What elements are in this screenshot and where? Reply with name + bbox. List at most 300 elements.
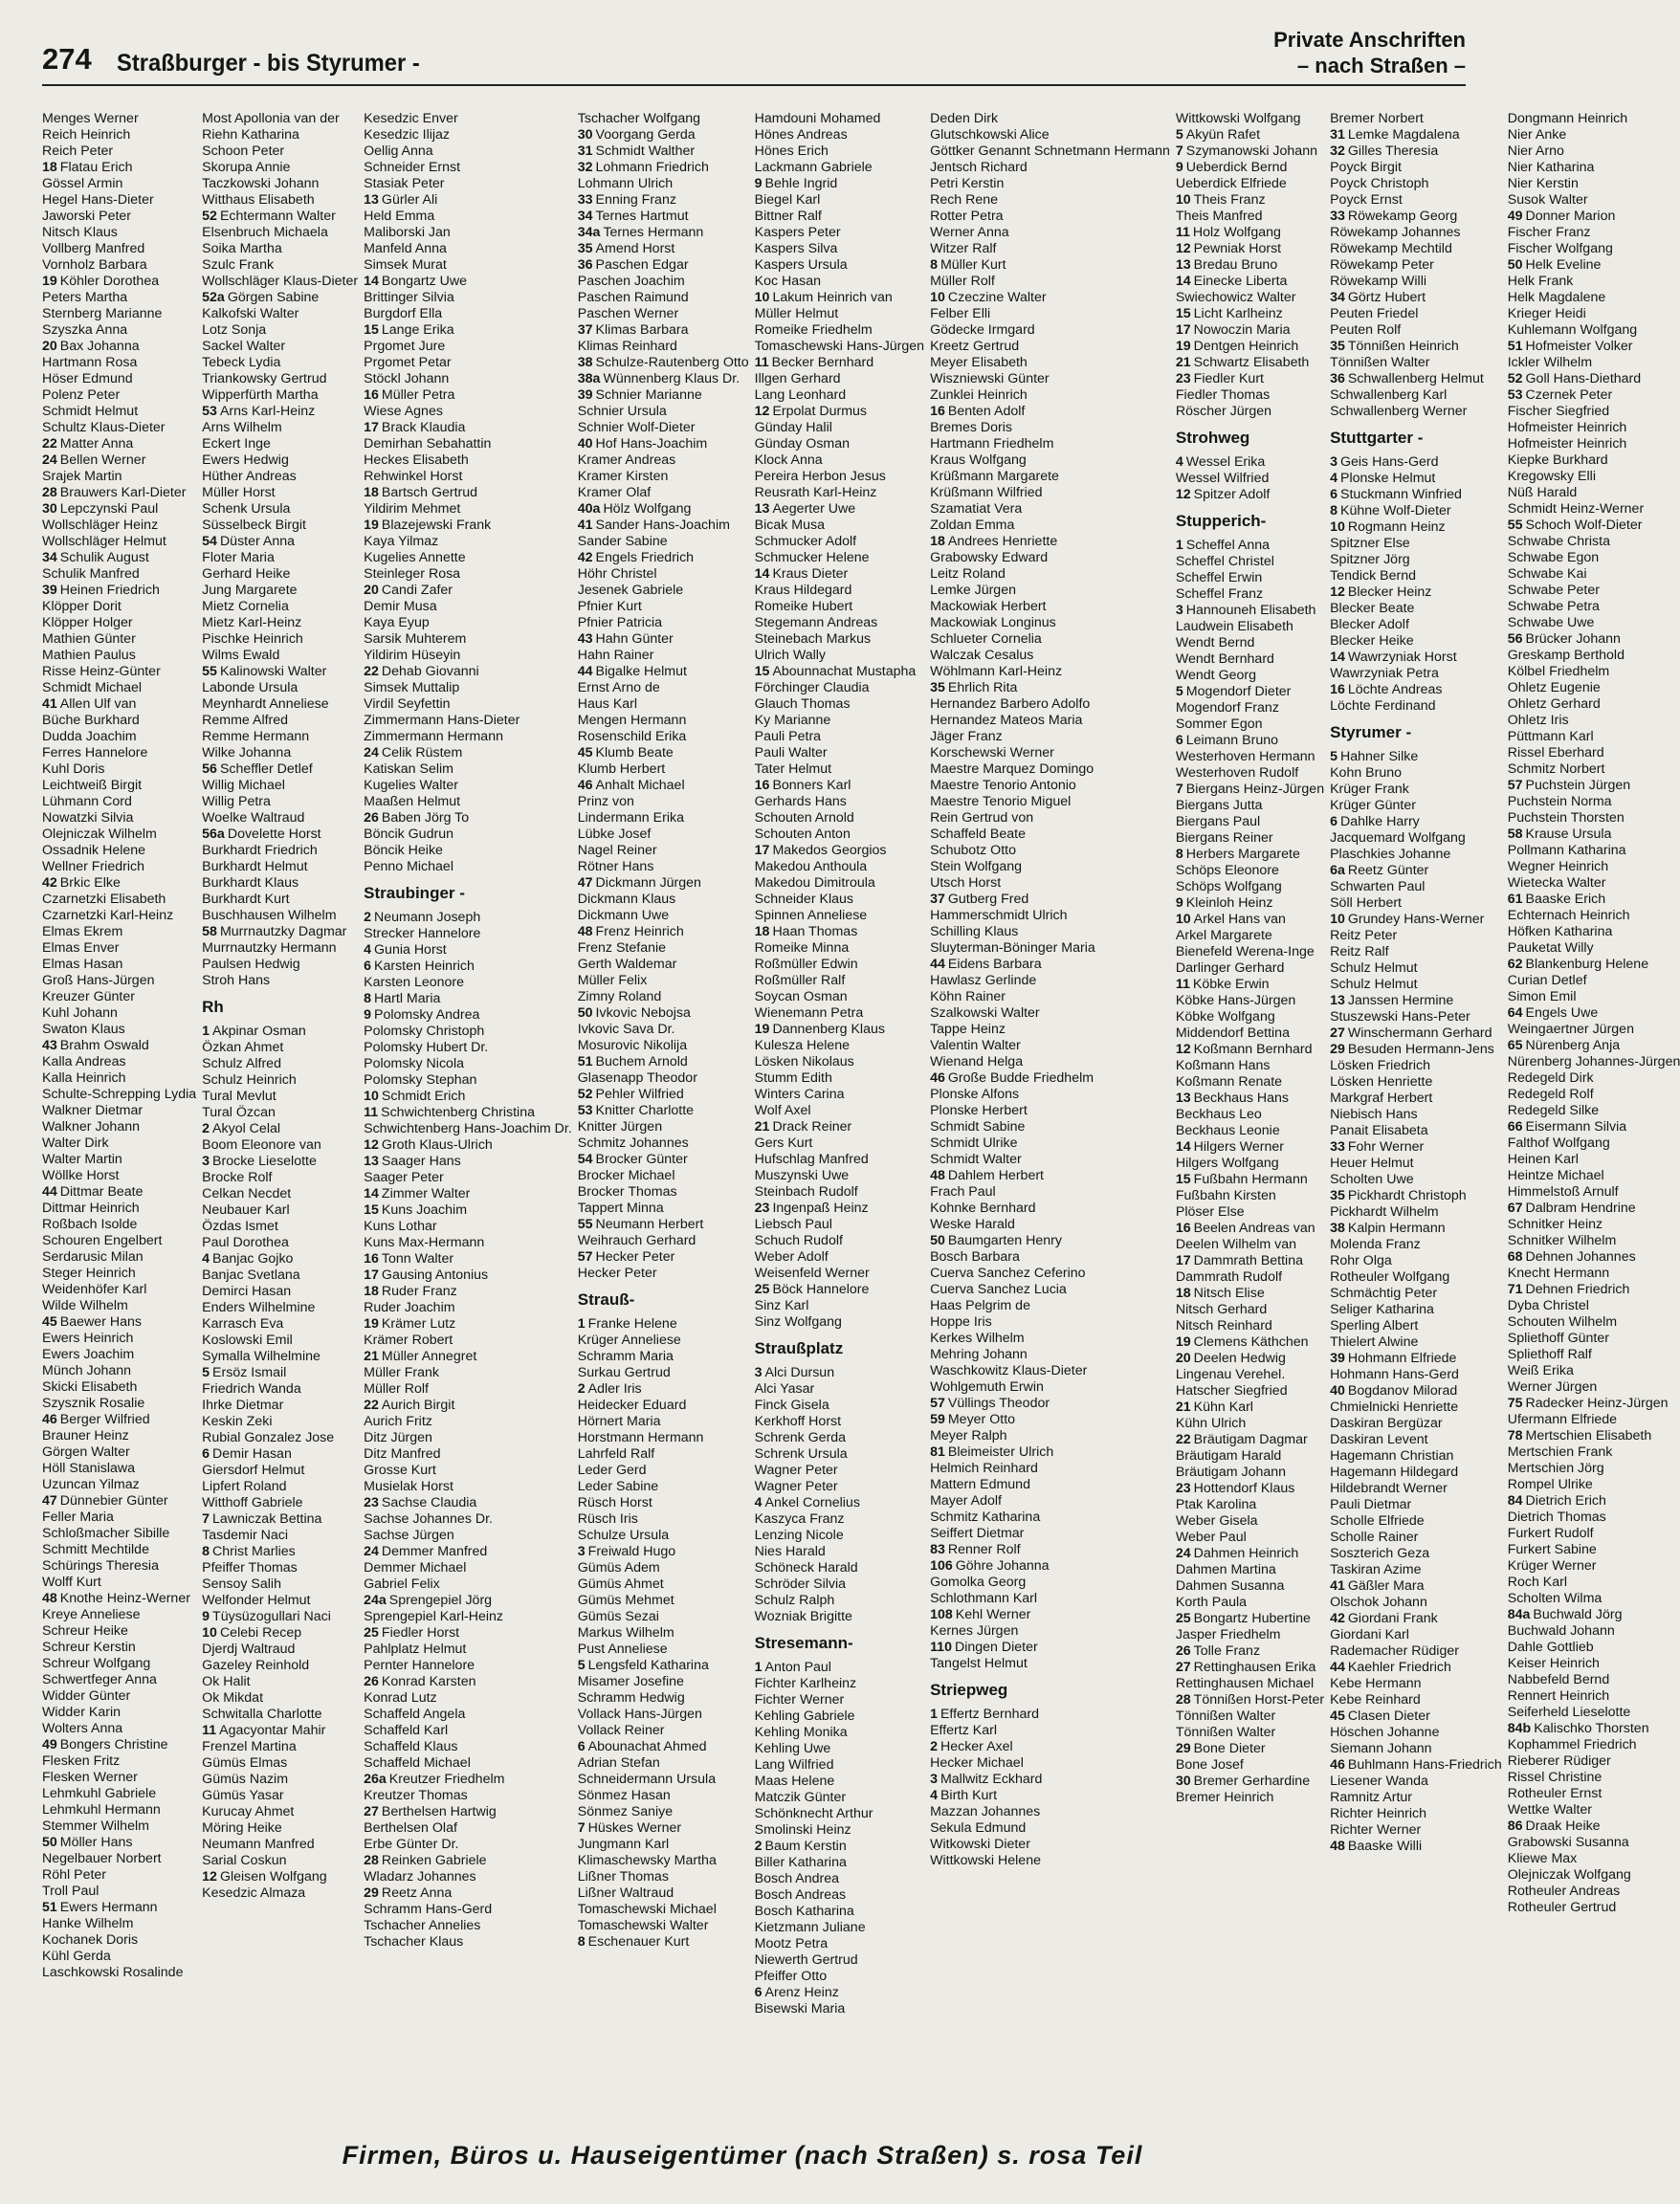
resident-name: Hofmeister Heinrich (1507, 436, 1627, 452)
directory-entry (1176, 355, 1324, 371)
directory-entry (1508, 696, 1680, 713)
directory-entry (364, 745, 572, 761)
resident-name: Demirci Hasan (202, 1284, 292, 1299)
resident-name: Wollschläger Heinz (42, 518, 159, 533)
directory-entry (364, 810, 572, 826)
house-number: 21 (1175, 355, 1191, 370)
directory-entry (1176, 1595, 1324, 1611)
directory-entry (42, 371, 196, 387)
resident-name: Kebe Hermann (1330, 1676, 1422, 1691)
directory-entry (42, 274, 196, 290)
house-number: 43 (42, 1038, 57, 1053)
resident-name: Brocke Lieselotte (212, 1154, 317, 1169)
house-number: 17 (364, 1267, 379, 1283)
resident-name: Katiskan Selim (364, 761, 453, 777)
resident-name: Stroh Hans (202, 973, 271, 988)
section-title-line1: Private Anschriften (1273, 28, 1466, 52)
directory-entry (364, 1365, 572, 1381)
house-number: 13 (1175, 1091, 1191, 1106)
house-number: 10 (1175, 912, 1191, 927)
house-number: 7 (1175, 782, 1183, 797)
directory-entry (930, 1707, 1170, 1723)
directory-entry (42, 1282, 196, 1298)
directory-entry (364, 387, 572, 404)
resident-name: Schulz Helmut (1330, 960, 1418, 976)
resident-name: Gers Kurt (754, 1135, 813, 1151)
directory-entry (1176, 241, 1324, 257)
resident-name: Floter Maria (202, 550, 275, 565)
resident-name: Röwekamp Willi (1330, 274, 1426, 289)
resident-name: Baumgarten Henry (947, 1233, 1062, 1248)
resident-name: Walczak Cesalus (930, 648, 1034, 663)
resident-name: Spliethoff Ralf (1507, 1347, 1592, 1362)
directory-entry (42, 1005, 196, 1022)
directory-entry (578, 940, 749, 957)
resident-name: Klimas Reinhard (577, 339, 677, 354)
house-number: 8 (1175, 847, 1183, 862)
directory-entry (42, 1851, 196, 1867)
directory-entry (1330, 1025, 1502, 1042)
directory-entry (1330, 1546, 1502, 1562)
resident-name: Özkan Ahmet (202, 1040, 284, 1055)
directory-entry (755, 680, 924, 696)
directory-entry (1508, 583, 1680, 599)
directory-entry (755, 1266, 924, 1282)
house-number: 52a (202, 290, 225, 305)
directory-entry (755, 1282, 924, 1298)
directory-entry (1330, 1725, 1502, 1741)
directory-entry (578, 1528, 749, 1544)
directory-entry (202, 1024, 358, 1040)
directory-entry (202, 745, 358, 761)
house-number: 6a (1330, 863, 1345, 878)
directory-entry (930, 615, 1170, 631)
resident-name: Lenzing Nicole (754, 1528, 844, 1543)
resident-name: Manfeld Anna (364, 241, 447, 256)
house-number: 55 (202, 664, 217, 679)
directory-entry (364, 729, 572, 745)
resident-name: Schnitker Heinz (1507, 1217, 1603, 1232)
directory-entry (202, 843, 358, 859)
resident-name: Tschacher Wolfgang (577, 111, 701, 126)
house-number: 49 (1507, 209, 1523, 224)
directory-entry (930, 1054, 1170, 1070)
directory-entry (1330, 1676, 1502, 1692)
resident-name: Ankel Cornelius (764, 1495, 860, 1510)
directory-entry (1176, 1416, 1324, 1432)
directory-entry (755, 1725, 924, 1741)
resident-name: Sternberg Marianne (42, 306, 163, 321)
directory-entry (202, 550, 358, 566)
directory-entry (42, 1575, 196, 1591)
directory-entry (202, 1690, 358, 1707)
directory-entry (1330, 209, 1502, 225)
resident-name: Meyer Ralph (930, 1428, 1007, 1444)
house-number: 7 (202, 1511, 210, 1527)
resident-name: Zunklei Heinrich (930, 387, 1028, 403)
resident-name: Riehn Katharina (202, 127, 299, 143)
directory-entry (755, 290, 924, 306)
resident-name: Fohr Werner (1347, 1139, 1425, 1155)
resident-name: Engels Uwe (1525, 1005, 1599, 1021)
resident-name: Zimmermann Hermann (364, 729, 503, 744)
resident-name: Polomsky Hubert Dr. (364, 1040, 489, 1055)
resident-name: Yildirim Hüseyin (364, 648, 461, 663)
resident-name: Demir Musa (364, 599, 437, 614)
resident-name: Wendt Bernhard (1175, 651, 1274, 667)
resident-name: Dingen Dieter (954, 1640, 1038, 1655)
resident-name: Kalla Andreas (42, 1054, 126, 1069)
resident-name: Elsenbruch Michaela (202, 225, 328, 240)
house-number: 17 (1175, 1253, 1191, 1268)
directory-entry (1176, 1383, 1324, 1400)
resident-name: Soszterich Geza (1330, 1546, 1430, 1561)
directory-entry (755, 1806, 924, 1822)
directory-entry (1176, 1725, 1324, 1741)
directory-entry (930, 339, 1170, 355)
directory-entry (202, 209, 358, 225)
resident-name: Schnier Marianne (595, 387, 702, 403)
directory-entry (1330, 1091, 1502, 1107)
directory-entry (930, 1168, 1170, 1184)
directory-entry (1176, 487, 1324, 503)
resident-name: Kehling Uwe (754, 1741, 831, 1756)
directory-entry (930, 1477, 1170, 1493)
directory-entry (1508, 761, 1680, 778)
resident-name: Bredau Bruno (1193, 257, 1278, 273)
resident-name: Mertschien Jörg (1507, 1461, 1604, 1476)
resident-name: Leitz Roland (930, 566, 1006, 582)
directory-entry (42, 1298, 196, 1314)
directory-entry (755, 371, 924, 387)
resident-name: Bosch Andrea (754, 1871, 839, 1886)
house-number: 36 (577, 257, 593, 273)
directory-entry (1508, 1705, 1680, 1721)
directory-entry (202, 387, 358, 404)
house-number: 25 (364, 1625, 379, 1641)
directory-entry (1176, 1253, 1324, 1269)
resident-name: Paschen Raimund (577, 290, 689, 305)
directory-entry (202, 127, 358, 143)
house-number: 46 (42, 1412, 57, 1427)
directory-entry (755, 566, 924, 583)
resident-name: Bienefeld Werena-Inge (1175, 944, 1315, 959)
resident-name: Kraus Hildegard (754, 583, 852, 598)
resident-name: Ueberdick Elfriede (1175, 176, 1287, 191)
house-number: 28 (1175, 1692, 1191, 1708)
directory-entry (578, 794, 749, 810)
resident-name: Korschewski Werner (930, 745, 1054, 760)
directory-entry (1176, 977, 1324, 993)
resident-name: Brocker Günter (595, 1152, 688, 1167)
resident-name: Pickhardt Christoph (1347, 1188, 1467, 1203)
resident-name: Middendorf Bettina (1175, 1025, 1290, 1041)
directory-entry (1508, 143, 1680, 160)
resident-name: Hönes Andreas (754, 127, 848, 143)
resident-name: Nagel Reiner (577, 843, 657, 858)
resident-name: Mallwitz Eckhard (939, 1772, 1043, 1787)
resident-name: Schrenk Gerda (754, 1430, 847, 1445)
resident-name: Paschen Edgar (595, 257, 689, 273)
resident-name: Zimmermann Hans-Dieter (364, 713, 520, 728)
directory-entry (364, 1495, 572, 1511)
directory-entry (755, 1022, 924, 1038)
directory-entry (1508, 1867, 1680, 1884)
resident-name: Rüsch Iris (577, 1511, 638, 1527)
directory-entry (364, 664, 572, 680)
house-number: 86 (1507, 1818, 1523, 1834)
resident-name: Krüger Werner (1507, 1558, 1597, 1574)
house-number: 20 (42, 339, 57, 354)
directory-entry (578, 501, 749, 518)
resident-name: Deden Dirk (930, 111, 999, 126)
house-number: 54 (202, 534, 217, 549)
resident-name: Jacquemard Wolfgang (1330, 830, 1466, 846)
directory-entry (364, 1072, 572, 1089)
resident-name: Schaffeld Beate (930, 826, 1026, 842)
resident-name: Blecker Adolf (1330, 617, 1409, 632)
directory-entry (1330, 682, 1502, 698)
directory-entry (42, 957, 196, 973)
house-number: 12 (1175, 1042, 1191, 1057)
directory-entry (578, 1918, 749, 1934)
resident-name: Seliger Katharina (1330, 1302, 1434, 1317)
directory-entry (42, 1884, 196, 1900)
resident-name: Lawniczak Bettina (212, 1511, 322, 1527)
directory-entry (1330, 471, 1502, 487)
directory-entry (1330, 1513, 1502, 1530)
resident-name: Nitsch Klaus (42, 225, 118, 240)
resident-name: Neumann Herbert (595, 1217, 704, 1232)
resident-name: Müller Rolf (364, 1381, 429, 1397)
directory-entry (930, 1022, 1170, 1038)
directory-entry (202, 1837, 358, 1853)
directory-entry (578, 1463, 749, 1479)
directory-entry (202, 1349, 358, 1365)
directory-entry (578, 306, 749, 322)
resident-name: Baben Jörg To (381, 810, 470, 826)
directory-entry (930, 957, 1170, 973)
directory-entry (202, 729, 358, 745)
resident-name: Redegeld Dirk (1507, 1070, 1594, 1086)
directory-entry (930, 583, 1170, 599)
directory-entry (42, 306, 196, 322)
resident-name: Schulz Alfred (202, 1056, 281, 1071)
resident-name: Wagner Peter (754, 1463, 838, 1478)
resident-name: Kohn Bruno (1330, 765, 1403, 781)
resident-name: Hahn Günter (595, 631, 674, 647)
directory-entry (755, 826, 924, 843)
resident-name: Skicki Elisabeth (42, 1379, 138, 1395)
directory-entry (755, 648, 924, 664)
house-number: 19 (364, 518, 379, 533)
resident-name: Özdas Ismet (202, 1219, 278, 1234)
directory-entry (364, 1333, 572, 1349)
directory-entry (1330, 1221, 1502, 1237)
directory-entry (1330, 1627, 1502, 1643)
house-number: 6 (577, 1739, 586, 1754)
directory-entry (755, 1560, 924, 1576)
resident-name: Wessel Wilfried (1175, 471, 1270, 486)
resident-name: Schulz Helmut (1330, 977, 1418, 992)
resident-name: Sander Sabine (577, 534, 668, 549)
resident-name: Bleimeister Ulrich (947, 1444, 1054, 1460)
house-number: 10 (1330, 519, 1345, 535)
resident-name: Röscher Jürgen (1175, 404, 1272, 419)
house-number: 14 (364, 274, 379, 289)
directory-entry (1176, 944, 1324, 960)
directory-entry (930, 1233, 1170, 1249)
resident-name: Sperling Albert (1330, 1318, 1419, 1333)
directory-entry (930, 1152, 1170, 1168)
resident-name: Hagemann Christian (1330, 1448, 1454, 1464)
directory-entry (202, 1853, 358, 1869)
directory-entry (930, 908, 1170, 924)
directory-entry (202, 1316, 358, 1333)
resident-name: Heintze Michael (1507, 1168, 1604, 1183)
directory-entry (42, 452, 196, 469)
directory-entry (42, 908, 196, 924)
directory-entry (930, 989, 1170, 1005)
directory-entry (1176, 1708, 1324, 1725)
directory-entry (42, 225, 196, 241)
house-number: 67 (1507, 1201, 1523, 1216)
resident-name: Fischer Franz (1507, 225, 1591, 240)
directory-entry (755, 1855, 924, 1871)
directory-entry (1330, 1383, 1502, 1400)
directory-entry (578, 1479, 749, 1495)
resident-name: Schramm Maria (577, 1349, 674, 1364)
directory-entry (364, 713, 572, 729)
directory-entry (42, 680, 196, 696)
resident-name: Smolinski Heinz (754, 1822, 851, 1838)
house-number: 8 (364, 991, 372, 1006)
resident-name: Püttmann Karl (1507, 729, 1594, 744)
directory-entry (578, 534, 749, 550)
resident-name: Mosurovic Nikolija (577, 1038, 688, 1053)
directory-entry (930, 1217, 1170, 1233)
resident-name: Müller Frank (364, 1365, 439, 1380)
directory-entry (1176, 1676, 1324, 1692)
resident-name: Kesedzic Almaza (202, 1885, 306, 1901)
directory-entry (930, 1184, 1170, 1201)
resident-name: Remme Hermann (202, 729, 310, 744)
directory-entry (364, 1316, 572, 1333)
directory-entry (42, 550, 196, 566)
house-number: 28 (364, 1853, 379, 1868)
directory-entry (364, 1885, 572, 1902)
directory-entry (1176, 1156, 1324, 1172)
directory-entry (930, 371, 1170, 387)
resident-name: Paschen Joachim (577, 274, 685, 289)
resident-name: Hecker Axel (939, 1739, 1013, 1754)
resident-name: Bellen Werner (59, 452, 146, 468)
resident-name: Olejniczak Wilhelm (42, 826, 157, 842)
resident-name: Soycan Osman (754, 989, 848, 1004)
house-number: 53 (202, 404, 217, 419)
resident-name: Benten Adolf (947, 404, 1026, 419)
resident-name: Krämer Robert (364, 1333, 453, 1348)
directory-entry (1330, 650, 1502, 666)
directory-entry (755, 599, 924, 615)
resident-name: Kulesza Helene (754, 1038, 851, 1053)
resident-name: Westerhoven Rudolf (1175, 765, 1299, 781)
resident-name: Krüger Frank (1330, 782, 1409, 797)
directory-entry (1176, 651, 1324, 668)
directory-entry (42, 794, 196, 810)
resident-name: Schoch Wolf-Dieter (1525, 518, 1643, 533)
directory-entry (1176, 1058, 1324, 1074)
house-number: 11 (1175, 225, 1190, 240)
resident-name: Soika Martha (202, 241, 282, 256)
resident-name: Mietz Cornelia (202, 599, 289, 614)
resident-name: Theis Manfred (1175, 209, 1263, 224)
resident-name: Beckhaus Leo (1175, 1107, 1262, 1122)
resident-name: Fußbahn Kirsten (1175, 1188, 1276, 1203)
resident-name: Flesken Fritz (42, 1753, 121, 1769)
resident-name: Mogendorf Franz (1175, 700, 1279, 716)
resident-name: Brauner Heinz (42, 1428, 129, 1444)
resident-name: Gümüs Elmas (202, 1755, 288, 1771)
directory-entry (930, 1103, 1170, 1119)
resident-name: Blecker Heike (1330, 633, 1414, 649)
directory-entry (1176, 1074, 1324, 1091)
resident-name: Burkhardt Klaus (202, 875, 299, 891)
house-number: 34 (1330, 290, 1345, 305)
house-number: 38a (577, 371, 601, 386)
directory-entry (364, 1804, 572, 1820)
directory-entry (1508, 274, 1680, 290)
resident-name: Scholle Elfriede (1330, 1513, 1425, 1529)
resident-name: Sachse Jürgen (364, 1528, 454, 1543)
directory-entry (364, 583, 572, 599)
resident-name: Bicak Musa (754, 518, 825, 533)
directory-entry (1176, 1578, 1324, 1595)
house-number: 46 (930, 1070, 945, 1086)
directory-entry (578, 1054, 749, 1070)
resident-name: Reitz Peter (1330, 928, 1398, 943)
house-number: 36 (1330, 371, 1345, 386)
directory-entry (42, 892, 196, 908)
house-number: 4 (754, 1495, 763, 1510)
directory-entry (1176, 1107, 1324, 1123)
resident-name: Kehl Werner (955, 1607, 1031, 1622)
directory-entry (930, 290, 1170, 306)
resident-name: Rademacher Rüdiger (1330, 1643, 1459, 1659)
house-number: 47 (42, 1493, 57, 1509)
directory-entry (1176, 160, 1324, 176)
directory-entry (1176, 863, 1324, 879)
directory-entry (364, 306, 572, 322)
directory-entry (42, 1705, 196, 1721)
directory-entry (578, 599, 749, 615)
resident-name: Gürler Ali (381, 192, 438, 208)
directory-entry (930, 274, 1170, 290)
resident-name: Theis Franz (1193, 192, 1266, 208)
directory-entry (1508, 1575, 1680, 1591)
house-number: 22 (42, 436, 57, 452)
directory-entry (930, 1428, 1170, 1444)
directory-entry (42, 485, 196, 501)
directory-entry (1508, 892, 1680, 908)
directory-entry (1330, 160, 1502, 176)
resident-name: Brittinger Silvia (364, 290, 454, 305)
resident-name: Darlinger Gerhard (1175, 960, 1285, 976)
directory-entry (364, 1788, 572, 1804)
house-number: 8 (1330, 503, 1337, 518)
directory-entry (1508, 339, 1680, 355)
resident-name: Wolff Kurt (42, 1575, 101, 1590)
